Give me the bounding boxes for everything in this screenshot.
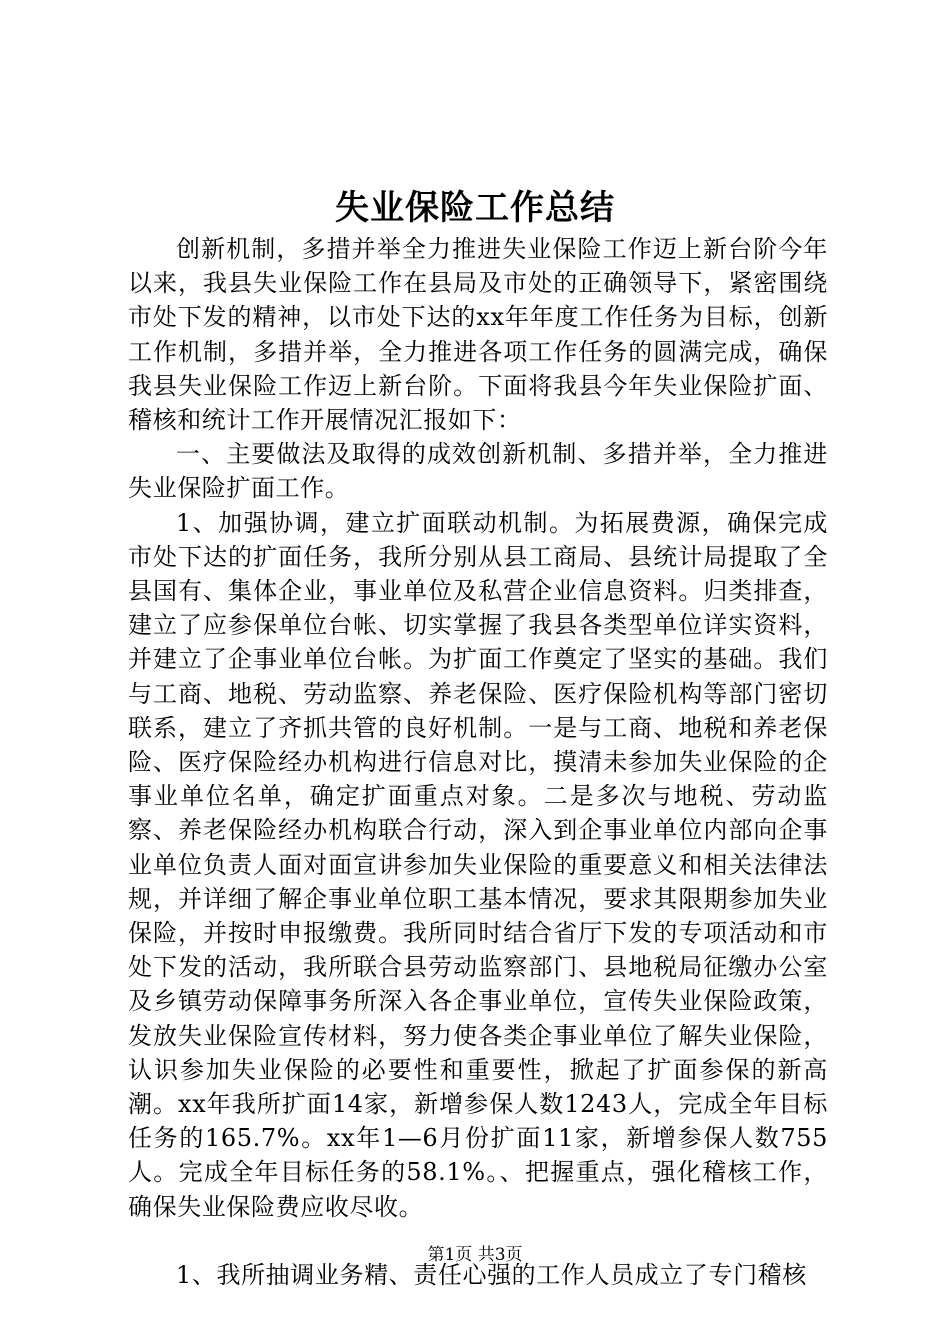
paragraph-intro: 创新机制，多措并举全力推进失业保险工作迈上新台阶今年以来，我县失业保险工作在县局及市处的正确领导下，紧密围绕市处下发的精神，以市处下达的xx年年度工作任务为目标，创新工作机制，多措并举，全力推进各项工作任务的圆满完成，确保我县失业保险工作迈上新台阶。下面将我县今年失业保险扩面、稽核和统计工作开展情况汇报如下：: [128, 235, 828, 435]
paragraph-audit-start: 1、我所抽调业务精、责任心强的工作人员成立了专门稽核: [176, 1260, 807, 1289]
document-title: 失业保险工作总结: [335, 188, 615, 228]
document-body: [128, 232, 828, 1292]
paragraph-section-heading: 一、主要做法及取得的成效创新机制、多措并举，全力推进失业保险扩面工作。: [128, 440, 828, 503]
paragraph-coordination: 1、加强协调，建立扩面联动机制。为拓展费源，确保完成市处下达的扩面任务，我所分别从县工商局、县统计局提取了全县国有、集体企业，事业单位及私营企业信息资料。归类排查，建立了应参保单位台帐、切实掌握了我县各类型单位详实资料，并建立了企事业单位台帐。为扩面工作奠定了坚实的基础。我们与工商、地税、劳动监察、养老保险、医疗保险机构等部门密切联系，建立了齐抓共管的良好机制。一是与工商、地税和养老保险、医疗保险经办机构进行信息对比，摸清未参加失业保险的企事业单位名单，确定扩面重点对象。二是多次与地税、劳动监察、养老保险经办机构联合行动，深入到企事业单位内部向企事业单位负责人面对面宣讲参加失业保险的重要意义和相关法律法规，并详细了解企事业单位职工基本情况，要求其限期参加失业保险，并按时申报缴费。我所同时结合省厅下发的专项活动和市处下发的活动，我所联合县劳动监察部门、县地税局征缴办公室及乡镇劳动保障事务所深入各企事业单位，宣传失业保险政策，发放失业保险宣传材料，努力使各类企事业单位了解失业保险，认识参加失业保险的必要性和重要性，掀起了扩面参保的新高潮。xx年我所扩面14家，新增参保人数1243人，完成全年目标任务的165.7%。xx年1—6月份扩面11家，新增参保人数755人。完成全年目标任务的58.1%。、把握重点，强化稽核工作，确保失业保险费应收尽收。: [128, 508, 828, 1221]
page-number-footer: 第1页 共3页: [427, 1245, 523, 1265]
